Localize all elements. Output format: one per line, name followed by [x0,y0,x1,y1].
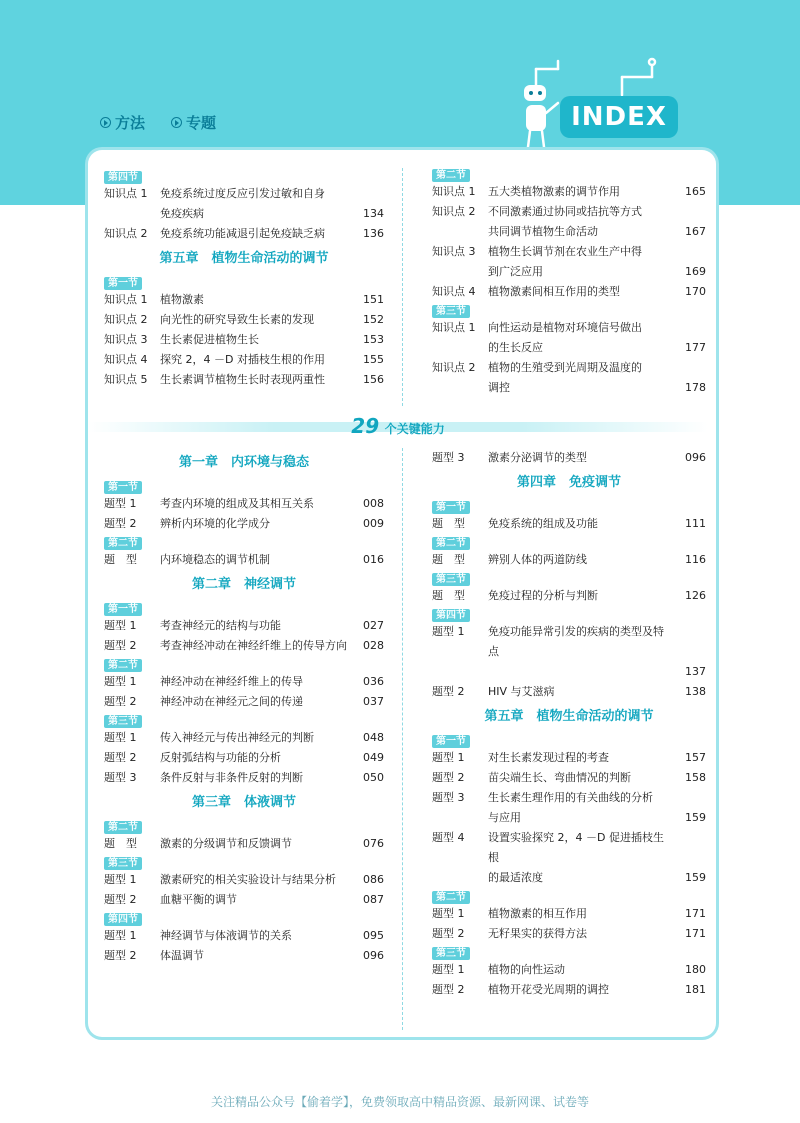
section-tag-row [104,714,384,728]
entry-page: 008 [363,497,384,510]
entry-page: 087 [363,893,384,906]
entry-title: 激素分泌调节的类型 [488,451,587,464]
entry-page: 170 [685,285,706,298]
toc-entry[interactable] [432,788,706,808]
toc-entry[interactable] [104,370,384,390]
toc-entry[interactable] [104,926,384,946]
entry-label [432,378,488,398]
section-block [432,448,706,468]
section-block [104,536,384,570]
entry-page: 157 [685,751,706,764]
entry-label: 知识点 4 [432,285,476,298]
entry-page: 050 [363,771,384,784]
entry-page: 016 [363,553,384,566]
entry-page: 049 [363,751,384,764]
bottom-margin [0,1045,800,1123]
entry-page: 156 [363,373,384,386]
entry-label: 题型 2 [104,517,137,530]
entry-title: 共同调节植物生命活动 [488,225,598,238]
section-block [432,608,706,702]
entry-label: 题型 1 [432,963,465,976]
entry-label [432,662,488,682]
section-block [432,890,706,944]
banner-label [88,414,708,438]
entry-title: 对生长素发现过程的考查 [488,751,609,764]
chapter-title: 第五章 植物生命活动的调节 [484,709,654,724]
section-block [104,714,384,788]
section-tag-row [104,276,384,290]
toc-entry[interactable] [104,494,384,514]
toc-entry[interactable] [432,378,706,398]
entry-page [348,184,384,204]
entry-title: 五大类植物激素的调节作用 [488,185,620,198]
entry-title: 考查神经冲动在神经纤维上的传导方向 [160,639,347,652]
toc-entry[interactable] [432,904,706,924]
index-badge: INDEX [560,96,678,138]
toc-entry[interactable] [432,682,706,702]
section-block [432,734,706,888]
entry-title: 反射弧结构与功能的分析 [160,751,281,764]
chapter-title: 第二章 神经调节 [191,577,296,592]
entry-title: 到广泛应用 [488,265,543,278]
entry-label: 题型 4 [432,831,465,844]
section-tag: 第二节 [432,169,470,182]
toc-entry[interactable] [432,338,706,358]
entry-label: 题型 1 [104,873,137,886]
entry-title: 神经冲动在神经纤维上的传导 [160,675,303,688]
toc-entry[interactable] [104,834,384,854]
section-block [432,500,706,534]
entry-title: 植物的生殖受到光周期及温度的 [488,361,642,374]
section-tag: 第三节 [104,857,142,870]
section-tag: 第一节 [432,735,470,748]
upper-right-column [432,168,706,400]
toc-entry[interactable] [104,636,384,656]
entry-page: 180 [685,963,706,976]
entry-title: 神经调节与体液调节的关系 [160,929,292,942]
play-icon [100,117,111,128]
section-block [432,168,706,302]
entry-page [670,828,706,868]
entry-page: 116 [685,553,706,566]
entry-page: 171 [685,927,706,940]
entry-title: 无籽果实的获得方法 [488,927,587,940]
toc-entry[interactable] [432,222,706,242]
left-margin [0,205,88,1045]
entry-page: 178 [685,381,706,394]
entry-title: 内环境稳态的调节机制 [160,553,270,566]
entry-label: 题型 1 [104,929,137,942]
entry-label: 知识点 2 [104,227,148,240]
toc-entry[interactable] [104,204,384,224]
entry-page [670,622,706,662]
section-tag-row [104,912,384,926]
toc-entry[interactable] [104,514,384,534]
toc-entry[interactable] [104,550,384,570]
entry-label: 题型 2 [104,893,137,906]
entry-page: 165 [685,185,706,198]
entry-page: 134 [363,207,384,220]
entry-title: 设置实验探究 2，4 －D 促进插枝生根 [488,831,664,864]
entry-label: 题型 3 [432,791,465,804]
entry-label: 题型 1 [104,675,137,688]
entry-label [432,338,488,358]
toc-entry[interactable] [104,768,384,788]
section-tag-row [432,536,706,550]
entry-label: 知识点 1 [432,185,476,198]
entry-label: 题型 2 [104,639,137,652]
entry-title: 传入神经元与传出神经元的判断 [160,731,314,744]
toc-entry[interactable] [104,946,384,966]
entry-page: 009 [363,517,384,530]
entry-title: 的最适浓度 [488,871,543,884]
section-block [104,912,384,966]
section-tag: 第二节 [104,821,142,834]
section-tag-row [104,480,384,494]
toc-entry[interactable] [432,924,706,944]
chapter-title: 第三章 体液调节 [191,795,296,810]
play-icon [171,117,182,128]
section-tag: 第二节 [104,537,142,550]
entry-title: 植物开花受光周期的调控 [488,983,609,996]
entry-title: HIV 与艾滋病 [488,685,555,698]
entry-label [432,222,488,242]
section-block [432,536,706,570]
entry-title: 考查内环境的组成及其相互关系 [160,497,314,510]
section-tag-row [432,734,706,748]
section-tag: 第二节 [432,537,470,550]
section-tag-row [104,856,384,870]
entry-label: 题型 2 [432,927,465,940]
section-tag-row [432,572,706,586]
entry-label: 题型 2 [104,949,137,962]
entry-label: 题型 1 [432,907,465,920]
toc-entry[interactable] [104,184,384,204]
toc-entry[interactable] [104,350,384,370]
toc-entry[interactable] [432,262,706,282]
entry-label: 题型 2 [432,685,465,698]
entry-page: 126 [685,589,706,602]
entry-label: 知识点 2 [104,313,148,326]
header-tabs [100,112,216,133]
section-tag: 第一节 [432,501,470,514]
toc-entry[interactable] [432,358,706,378]
section-tag-row [104,602,384,616]
entry-page: 028 [363,639,384,652]
entry-label: 题型 3 [432,451,465,464]
entry-title: 植物激素的相互作用 [488,907,587,920]
entry-page: 096 [363,949,384,962]
entry-page: 177 [685,341,706,354]
entry-title: 免疫过程的分析与判断 [488,589,598,602]
column-divider [402,448,403,1030]
entry-page: 027 [363,619,384,632]
entry-title: 神经冲动在神经元之间的传递 [160,695,303,708]
toc-entry[interactable] [432,242,706,262]
entry-title: 苗尖端生长、弯曲情况的判断 [488,771,631,784]
entry-label: 知识点 1 [104,187,148,200]
entry-label: 题 型 [432,589,465,602]
entry-title: 向光性的研究导致生长素的发现 [160,313,314,326]
entry-title: 生长素生理作用的有关曲线的分析 [488,791,653,804]
section-tag: 第三节 [432,305,470,318]
entry-page: 167 [685,225,706,238]
tab-method[interactable] [100,112,145,133]
toc-entry[interactable] [104,748,384,768]
section-tag-row [432,946,706,960]
section-tag-row [104,820,384,834]
entry-title: 植物激素 [160,293,204,306]
entry-page: 037 [363,695,384,708]
entry-title: 调控 [488,381,510,394]
entry-page: 138 [685,685,706,698]
entry-page: 181 [685,983,706,996]
entry-label: 知识点 4 [104,353,148,366]
entry-title: 植物激素间相互作用的类型 [488,285,620,298]
entry-title: 考查神经元的结构与功能 [160,619,281,632]
entry-title: 免疫疾病 [160,207,204,220]
entry-title: 激素研究的相关实验设计与结果分析 [160,873,336,886]
entry-label: 知识点 2 [432,205,476,218]
section-block [104,480,384,534]
entry-label [432,262,488,282]
entry-page: 153 [363,333,384,346]
section-tag: 第三节 [432,573,470,586]
section-tag-row [432,500,706,514]
entry-page: 111 [685,517,706,530]
toc-entry[interactable] [104,290,384,310]
entry-label: 知识点 1 [432,321,476,334]
entry-label: 题型 2 [432,771,465,784]
entry-label: 题 型 [432,517,465,530]
entry-page: 036 [363,675,384,688]
entry-title: 向性运动是植物对环境信号做出 [488,321,642,334]
column-divider [402,168,403,406]
toc-entry[interactable] [432,980,706,1000]
section-tag: 第二节 [432,891,470,904]
tab-topic[interactable] [171,112,216,133]
entry-page: 136 [363,227,384,240]
entry-title: 体温调节 [160,949,204,962]
entry-page: 159 [685,811,706,824]
entry-title: 与应用 [488,811,521,824]
entry-title: 条件反射与非条件反射的判断 [160,771,303,784]
toc-entry[interactable] [432,550,706,570]
entry-page [670,242,706,262]
section-tag: 第三节 [104,715,142,728]
tab-label: 方法 [115,114,146,132]
section-block [104,276,384,390]
entry-label [104,204,160,224]
entry-title [488,662,670,682]
section-block [104,856,384,910]
entry-title: 免疫系统过度反应引发过敏和自身 [160,187,325,200]
toc-entry[interactable] [104,224,384,244]
entry-title: 生长素促进植物生长 [160,333,259,346]
section-tag-row [104,170,384,184]
toc-entry[interactable] [432,748,706,768]
entry-label: 知识点 5 [104,373,148,386]
entry-title: 辨别人体的两道防线 [488,553,587,566]
section-tag-row [104,658,384,672]
toc-entry[interactable] [432,282,706,302]
entry-page: 171 [685,907,706,920]
toc-entry[interactable] [432,662,706,682]
entry-page: 158 [685,771,706,784]
entry-page: 137 [685,665,706,678]
section-tag: 第一节 [104,481,142,494]
toc-entry[interactable] [104,728,384,748]
toc-entry[interactable] [104,672,384,692]
entry-label: 题型 2 [104,751,137,764]
entry-label: 题 型 [104,837,137,850]
entry-page [670,358,706,378]
entry-page: 169 [685,265,706,278]
entry-title: 不同激素通过协同或拮抗等方式 [488,205,642,218]
section-tag: 第三节 [432,947,470,960]
entry-title: 植物生长调节剂在农业生产中得 [488,245,642,258]
entry-page: 151 [363,293,384,306]
entry-page: 095 [363,929,384,942]
toc-entry[interactable] [432,514,706,534]
entry-page: 086 [363,873,384,886]
entry-page: 155 [363,353,384,366]
entry-label: 题型 2 [432,983,465,996]
section-tag-row [432,304,706,318]
entry-page: 076 [363,837,384,850]
entry-label: 知识点 3 [104,333,148,346]
section-tag-row [432,168,706,182]
entry-page: 048 [363,731,384,744]
toc-entry[interactable] [104,310,384,330]
entry-title: 激素的分级调节和反馈调节 [160,837,292,850]
section-block [104,602,384,656]
toc-entry[interactable] [432,828,706,868]
section-tag: 第四节 [104,913,142,926]
entry-title: 免疫功能异常引发的疾病的类型及特点 [488,625,664,658]
section-block [432,304,706,398]
toc-entry[interactable] [432,808,706,828]
toc-entry[interactable] [432,448,706,468]
entry-page: 096 [685,451,706,464]
entry-label: 知识点 1 [104,293,148,306]
banner-number: 29 [351,414,380,438]
chapter-title: 第四章 免疫调节 [516,475,621,490]
entry-title: 的生长反应 [488,341,543,354]
entry-label: 题型 1 [432,625,465,638]
toc-entry[interactable] [104,330,384,350]
toc-entry[interactable] [432,182,706,202]
section-tag: 第一节 [104,603,142,616]
section-tag: 第一节 [104,277,142,290]
entry-label: 题 型 [104,553,137,566]
toc-entry[interactable] [432,622,706,662]
section-tag-row [104,536,384,550]
section-block [104,820,384,854]
section-block [432,572,706,606]
toc-entry[interactable] [432,768,706,788]
entry-label: 题型 1 [432,751,465,764]
lower-left-column [104,448,384,968]
toc-entry[interactable] [432,318,706,338]
toc-entry[interactable] [432,202,706,222]
section-block [432,946,706,1000]
entry-label: 题型 1 [104,619,137,632]
toc-entry[interactable] [104,870,384,890]
lower-right-column [432,448,706,1002]
entry-title: 血糖平衡的调节 [160,893,237,906]
entry-label: 知识点 3 [432,245,476,258]
entry-page: 152 [363,313,384,326]
section-block [104,658,384,712]
entry-title: 免疫系统的组成及功能 [488,517,598,530]
chapter-title: 第五章 植物生命活动的调节 [159,251,329,266]
entry-label: 知识点 2 [432,361,476,374]
entry-title: 生长素调节植物生长时表现两重性 [160,373,325,386]
footer-note: 关注精品公众号【偷着学】，免费领取高中精品资源、最新网课、试卷等 [210,1095,589,1109]
toc-entry[interactable] [432,586,706,606]
tab-label: 专题 [186,114,217,132]
entry-label: 题 型 [432,553,465,566]
toc-entry[interactable] [104,692,384,712]
entry-page [670,202,706,222]
entry-label [432,808,488,828]
section-tag: 第四节 [104,171,142,184]
entry-title: 免疫系统功能减退引起免疫缺乏病 [160,227,325,240]
section-block [104,170,384,244]
entry-label: 题型 1 [104,497,137,510]
key-abilities-banner [88,414,708,440]
entry-page [670,318,706,338]
toc-entry[interactable] [104,616,384,636]
entry-page: 159 [685,871,706,884]
entry-label [432,868,488,888]
entry-label: 题型 1 [104,731,137,744]
entry-title: 探究 2，4 －D 对插枝生根的作用 [160,353,325,366]
section-tag-row [432,890,706,904]
entry-title: 植物的向性运动 [488,963,565,976]
section-tag: 第二节 [104,659,142,672]
section-tag-row [432,608,706,622]
entry-page [670,788,706,808]
section-tag: 第四节 [432,609,470,622]
banner-text: 个关键能力 [384,422,445,436]
entry-label: 题型 3 [104,771,137,784]
toc-entry[interactable] [432,960,706,980]
toc-entry[interactable] [104,890,384,910]
entry-label: 题型 2 [104,695,137,708]
entry-title: 辨析内环境的化学成分 [160,517,270,530]
upper-left-column [104,170,384,392]
chapter-title: 第一章 内环境与稳态 [178,455,309,470]
toc-entry[interactable] [432,868,706,888]
